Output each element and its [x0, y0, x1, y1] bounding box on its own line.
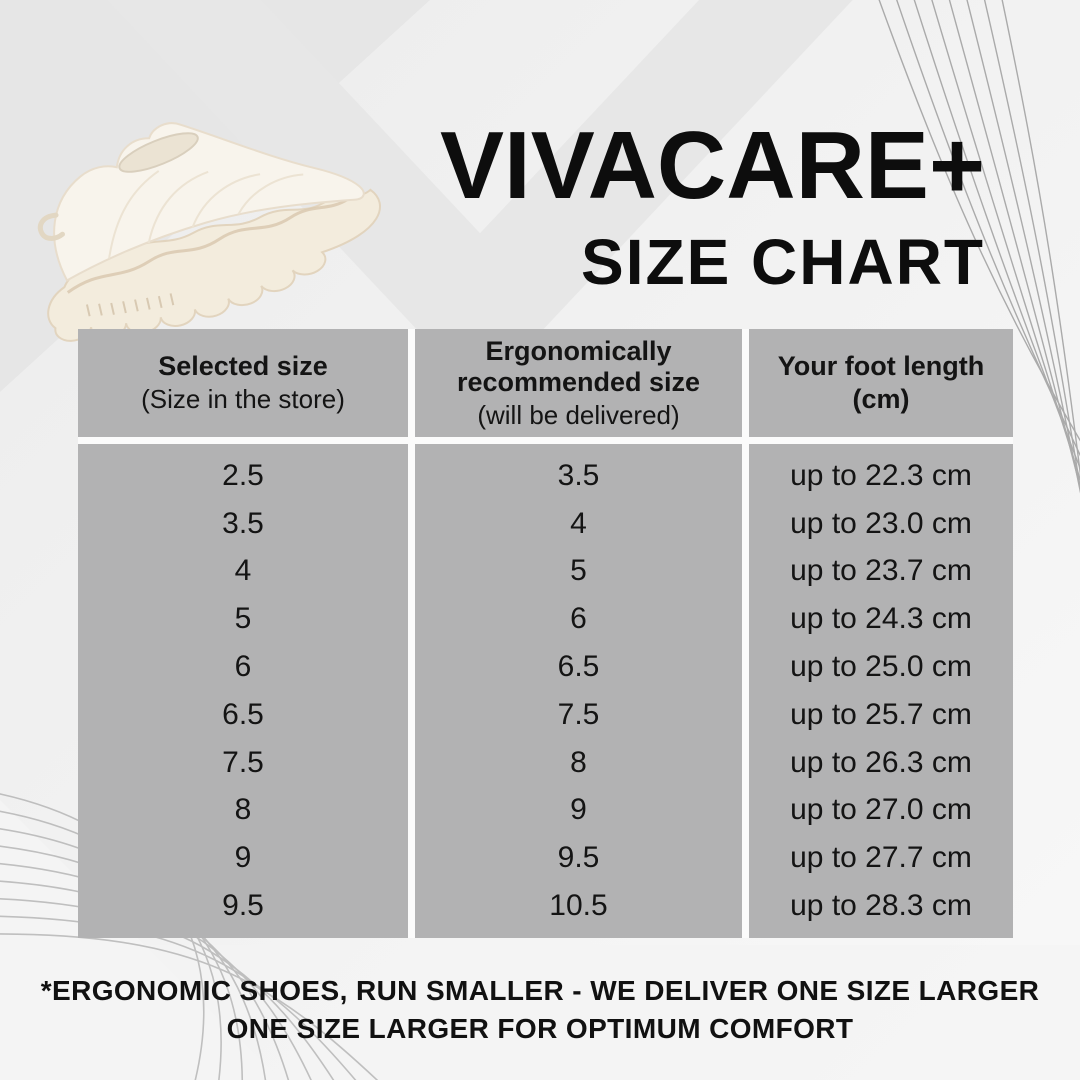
foot-length-cell: up to 28.3 cm	[790, 889, 972, 923]
size-cell: 4	[234, 554, 252, 588]
foot-length-cell: up to 24.3 cm	[790, 602, 972, 636]
size-cell: 10.5	[549, 889, 608, 923]
column-header-subtitle: (cm)	[852, 384, 910, 414]
foot-length-cell: up to 26.3 cm	[790, 745, 972, 779]
column-header-title: Your foot length	[777, 351, 985, 381]
foot-length-cell: up to 23.0 cm	[790, 506, 972, 540]
footnote	[0, 972, 1080, 1048]
sneaker-product-image	[10, 78, 410, 358]
foot-length-cell: up to 25.0 cm	[790, 650, 972, 684]
column-header-subtitle: (will be delivered)	[477, 399, 680, 430]
foot-length-cell: up to 22.3 cm	[790, 458, 972, 492]
size-cell: 7.5	[557, 697, 600, 731]
column-header-title: Selected size	[158, 351, 328, 381]
size-cell: 8	[234, 793, 252, 827]
brand-title: VIVACARE+	[439, 112, 985, 219]
size-cell: 7.5	[222, 745, 264, 779]
size-cell: 6.5	[222, 697, 264, 731]
foot-length-cell: up to 25.7 cm	[790, 697, 972, 731]
size-cell: 3.5	[557, 458, 600, 492]
size-cell: 9	[570, 793, 587, 827]
foot-length-cell: up to 27.7 cm	[790, 841, 972, 875]
column-recommended-size-values	[415, 444, 742, 938]
size-cell: 8	[570, 745, 587, 779]
size-cell: 5	[570, 554, 587, 588]
size-table	[78, 329, 1013, 938]
column-header-subtitle: (Size in the store)	[141, 384, 345, 414]
size-cell: 4	[570, 506, 587, 540]
column-header-foot-length	[749, 329, 1013, 437]
size-cell: 3.5	[222, 506, 264, 540]
foot-length-cell: up to 27.0 cm	[790, 793, 972, 827]
column-selected-size-values	[78, 444, 408, 938]
column-header-recommended-size	[415, 329, 742, 437]
footnote-line2: ONE SIZE LARGER FOR OPTIMUM COMFORT	[226, 1013, 854, 1044]
column-foot-length-values	[749, 444, 1013, 938]
size-cell: 5	[234, 602, 252, 636]
page-title: SIZE CHART	[581, 226, 985, 298]
foot-length-cell: up to 23.7 cm	[790, 554, 972, 588]
size-cell: 6	[570, 602, 587, 636]
size-cell: 9.5	[557, 841, 600, 875]
title-block	[439, 112, 985, 298]
size-cell: 2.5	[222, 458, 264, 492]
footnote-line1: *ERGONOMIC SHOES, RUN SMALLER - WE DELIVER ONE SIZE LARGER	[40, 975, 1040, 1006]
column-header-selected-size	[78, 329, 408, 437]
column-header-title: Ergonomically recommended size	[456, 335, 701, 397]
size-cell: 9.5	[222, 889, 264, 923]
size-cell: 6.5	[557, 650, 600, 684]
size-cell: 6	[234, 650, 252, 684]
size-cell: 9	[234, 841, 252, 875]
